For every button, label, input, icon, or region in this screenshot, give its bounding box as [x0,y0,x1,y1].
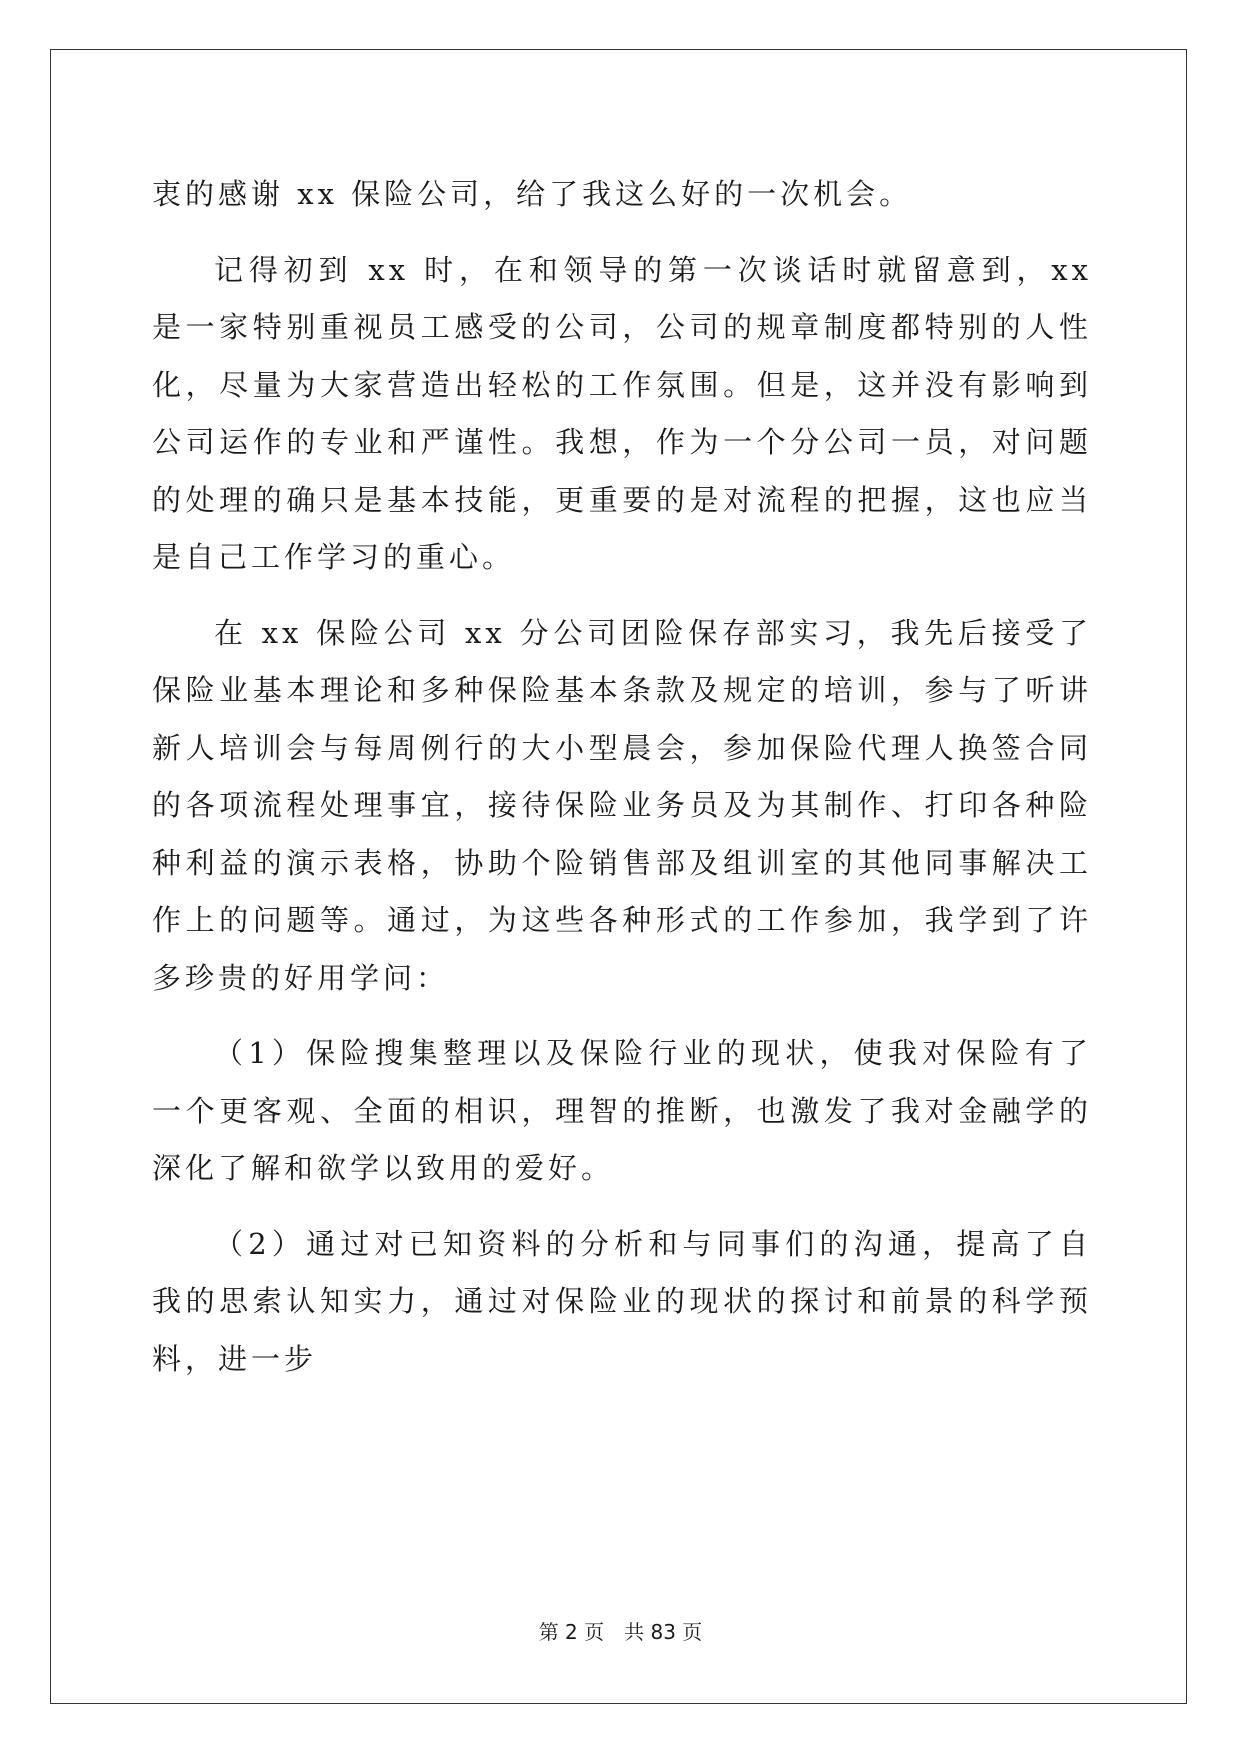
paragraph-point-2: （2）通过对已知资料的分析和与同事们的沟通，提高了自我的思索认知实力，通过对保险业的现状的探讨和前景的科学预料，进一步 [152,1226,1092,1376]
page-number-footer: 第 2 页 共 83 页 [538,1620,703,1644]
document-body [152,166,1092,1388]
paragraph-continuation: 衷的感谢 xx 保险公司，给了我这么好的一次机会。 [152,177,913,211]
paragraph-first-impression: 记得初到 xx 时，在和领导的第一次谈话时就留意到，xx 是一家特别重视员工感受的公司，公司的规章制度都特别的人性化，尽量为大家营造出轻松的工作氛围。但是，这并没有影响到公司运作的专业和严谨性。我想，作为一个分公司一员，对问题的处理的确只是基本技能，更重要的是对流程的把握，这也应当是自己工作学习的重心。 [152,252,1092,574]
paragraph-internship-duties: 在 xx 保险公司 xx 分公司团险保存部实习，我先后接受了保险业基本理论和多种保险基本条款及规定的培训，参与了听讲新人培训会与每周例行的大小型晨会，参加保险代理人换签合同的各项流程处理事宜，接待保险业务员及为其制作、打印各种险种利益的演示表格，协助个险销售部及组训室的其他同事解决工作上的问题等。通过，为这些各种形式的工作参加，我学到了许多珍贵的好用学问： [152,615,1092,995]
paragraph-point-1: （1）保险搜集整理以及保险行业的现状，使我对保险有了一个更客观、全面的相识，理智的推断，也激发了我对金融学的深化了解和欲学以致用的爱好。 [152,1036,1092,1185]
